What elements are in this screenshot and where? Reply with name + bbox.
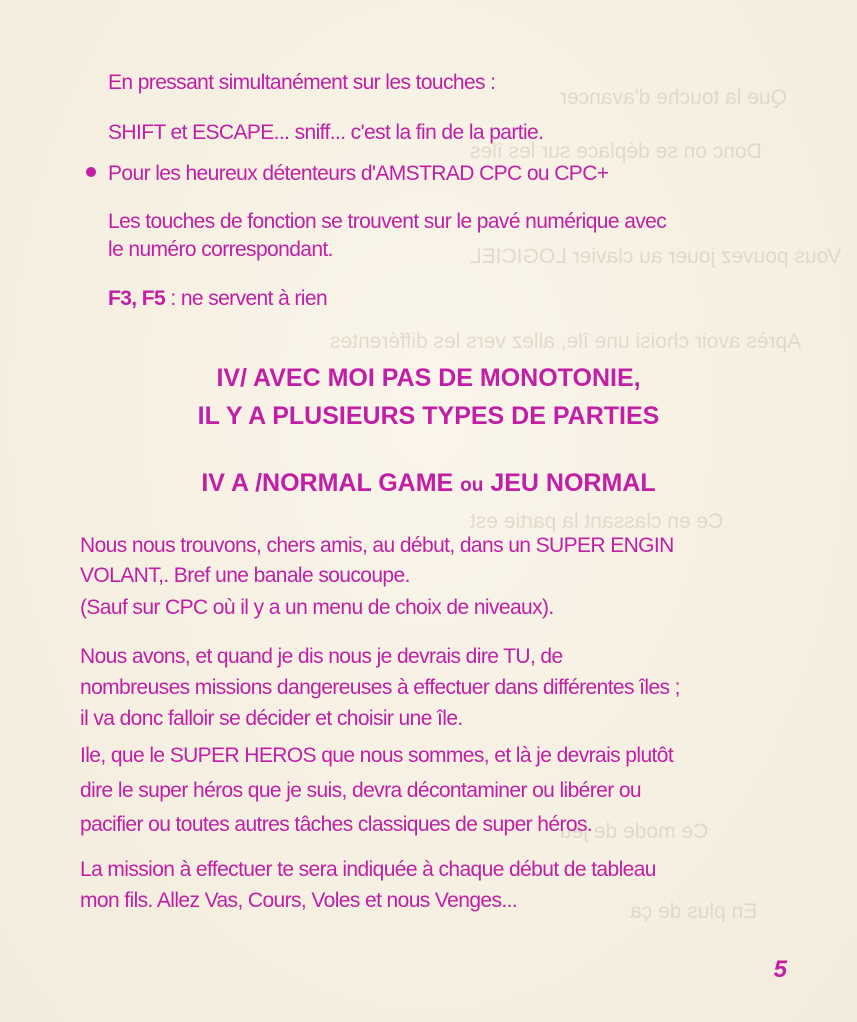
function-keys-text: : ne servent à rien xyxy=(170,287,328,310)
bleed-through-text: Ce mode de jeu xyxy=(560,820,709,843)
instruction-line: SHIFT et ESCAPE... sniff... c'est la fin de la partie. xyxy=(108,121,544,144)
bullet-icon xyxy=(86,167,96,177)
body-line: (Sauf sur CPC où il y a un menu de choix de niveaux). xyxy=(80,596,554,619)
bleed-through-text: Vous pouvez jouer au clavier LOGICIEL xyxy=(470,245,842,268)
body-line: pacifier ou toutes autres tâches classiques de super héros. xyxy=(80,813,593,836)
body-line: il va donc falloir se décider et choisir une île. xyxy=(80,707,463,730)
body-line: dire le super héros que je suis, devra décontaminer ou libérer ou xyxy=(80,779,642,802)
subsection-heading-part: IV A /NORMAL GAME xyxy=(201,469,461,497)
bleed-through-text: Ce en classant la partie est xyxy=(470,510,724,533)
instruction-line: le numéro correspondant. xyxy=(108,238,333,261)
subsection-heading-part: ou xyxy=(460,475,484,496)
function-keys-line xyxy=(108,287,327,311)
subsection-heading-part: JEU NORMAL xyxy=(483,469,656,497)
bleed-through-text: En plus de ça xyxy=(630,900,758,923)
bleed-through-text: Donc on se déplace sur les îles xyxy=(470,140,762,163)
body-line: Nous avons, et quand je dis nous je devrais dire TU, de xyxy=(80,645,563,668)
body-line: Ile, que le SUPER HEROS que nous sommes, et là je devrais plutôt xyxy=(80,744,674,767)
subsection-heading xyxy=(0,469,857,498)
body-line: La mission à effectuer te sera indiquée à chaque début de tableau xyxy=(80,858,656,881)
body-line: mon fils. Allez Vas, Cours, Voles et nous Venges... xyxy=(80,889,518,912)
page-number: 5 xyxy=(773,956,787,983)
body-line: VOLANT,. Bref une banale soucoupe. xyxy=(80,564,410,587)
bleed-through-text: Que la touche d'avancer xyxy=(560,86,787,109)
instruction-line: Pour les heureux détenteurs d'AMSTRAD CPC ou CPC+ xyxy=(108,162,609,185)
section-heading: IV/ AVEC MOI PAS DE MONOTONIE, xyxy=(216,364,641,392)
instruction-line: En pressant simultanément sur les touches : xyxy=(108,71,496,94)
bleed-through-text: Après avoir choisi une île, allez vers les différentes xyxy=(330,330,802,353)
function-keys-label: F3, F5 xyxy=(108,287,166,310)
body-line: nombreuses missions dangereuses à effectuer dans différentes îles ; xyxy=(80,676,680,699)
section-heading: IL Y A PLUSIEURS TYPES DE PARTIES xyxy=(197,402,660,430)
body-line: Nous nous trouvons, chers amis, au début, dans un SUPER ENGIN xyxy=(80,534,674,557)
instruction-line: Les touches de fonction se trouvent sur le pavé numérique avec xyxy=(108,210,667,233)
